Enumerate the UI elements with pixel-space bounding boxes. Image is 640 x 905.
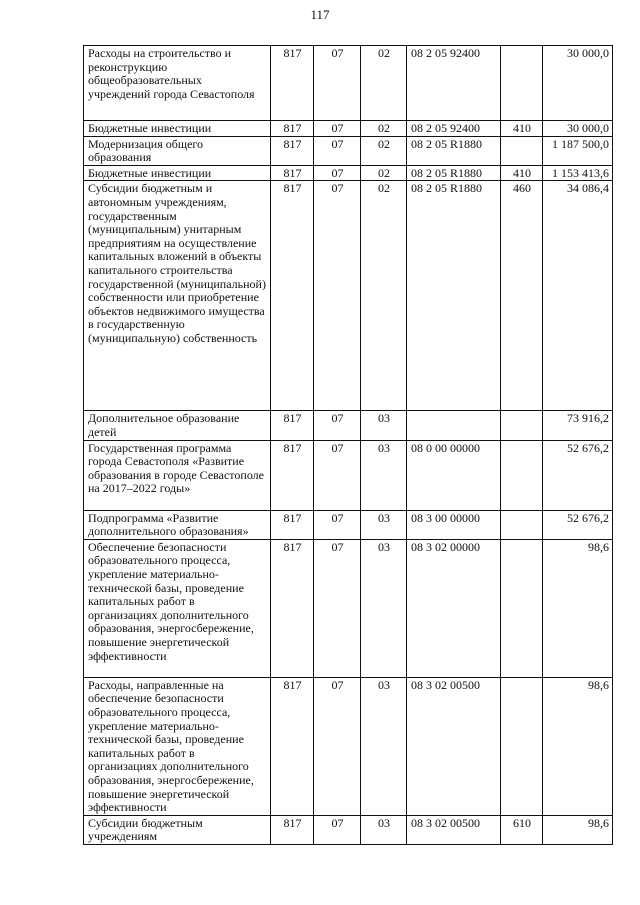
expense-type-code <box>501 46 543 121</box>
section-code: 07 <box>314 136 361 165</box>
section-code: 07 <box>314 440 361 510</box>
item-name: Субсидии бюджетным учреждениям <box>84 815 271 844</box>
subsection-code: 02 <box>361 181 407 411</box>
budget-table <box>83 45 613 845</box>
section-code: 07 <box>314 815 361 844</box>
subsection-code: 03 <box>361 440 407 510</box>
expense-type-code <box>501 510 543 539</box>
amount: 52 676,2 <box>543 510 613 539</box>
subsection-code: 03 <box>361 411 407 440</box>
subsection-code: 03 <box>361 677 407 815</box>
target-article-code: 08 2 05 92400 <box>407 121 501 137</box>
item-name: Обеспечение безопасности образовательного процесса, укрепление материально-технической базы, проведение капитальных работ в организациях дополнительного образования, энергосбережение, повышение энергетической эффективности <box>84 539 271 677</box>
ministry-code: 817 <box>271 411 314 440</box>
item-name: Бюджетные инвестиции <box>84 165 271 181</box>
table-row <box>84 121 613 137</box>
item-name: Расходы на строительство и реконструкцию общеобразовательных учреждений города Севастополя <box>84 46 271 121</box>
page-number: 117 <box>310 7 330 22</box>
section-code: 07 <box>314 165 361 181</box>
expense-type-code: 410 <box>501 121 543 137</box>
table-row <box>84 677 613 815</box>
target-article-code: 08 3 02 00000 <box>407 539 501 677</box>
ministry-code: 817 <box>271 121 314 137</box>
target-article-code: 08 3 02 00500 <box>407 815 501 844</box>
item-name: Дополнительное образование детей <box>84 411 271 440</box>
amount: 73 916,2 <box>543 411 613 440</box>
section-code: 07 <box>314 510 361 539</box>
table-row <box>84 181 613 411</box>
item-name: Бюджетные инвестиции <box>84 121 271 137</box>
subsection-code: 02 <box>361 165 407 181</box>
table-row <box>84 136 613 165</box>
amount: 98,6 <box>543 539 613 677</box>
table-row <box>84 440 613 510</box>
expense-type-code: 410 <box>501 165 543 181</box>
amount: 30 000,0 <box>543 46 613 121</box>
target-article-code: 08 2 05 R1880 <box>407 136 501 165</box>
ministry-code: 817 <box>271 136 314 165</box>
item-name: Государственная программа города Севастополя «Развитие образования в городе Севастополе на 2017–2022 годы» <box>84 440 271 510</box>
expense-type-code: 460 <box>501 181 543 411</box>
table-row <box>84 815 613 844</box>
amount: 98,6 <box>543 677 613 815</box>
section-code: 07 <box>314 181 361 411</box>
section-code: 07 <box>314 411 361 440</box>
section-code: 07 <box>314 677 361 815</box>
subsection-code: 03 <box>361 539 407 677</box>
target-article-code: 08 2 05 R1880 <box>407 165 501 181</box>
ministry-code: 817 <box>271 539 314 677</box>
ministry-code: 817 <box>271 677 314 815</box>
expense-type-code <box>501 136 543 165</box>
subsection-code: 02 <box>361 136 407 165</box>
table-row <box>84 411 613 440</box>
ministry-code: 817 <box>271 510 314 539</box>
amount: 52 676,2 <box>543 440 613 510</box>
table-row <box>84 165 613 181</box>
subsection-code: 02 <box>361 121 407 137</box>
expense-type-code: 610 <box>501 815 543 844</box>
section-code: 07 <box>314 121 361 137</box>
table-row <box>84 510 613 539</box>
section-code: 07 <box>314 539 361 677</box>
item-name: Расходы, направленные на обеспечение безопасности образовательного процесса, укрепление материально-технической базы, проведение капитальных работ в организациях дополнительного образования, энергосбережение, повышение энергетической эффективности <box>84 677 271 815</box>
section-code: 07 <box>314 46 361 121</box>
ministry-code: 817 <box>271 165 314 181</box>
target-article-code: 08 2 05 R1880 <box>407 181 501 411</box>
expense-type-code <box>501 539 543 677</box>
amount: 30 000,0 <box>543 121 613 137</box>
amount: 98,6 <box>543 815 613 844</box>
ministry-code: 817 <box>271 46 314 121</box>
target-article-code: 08 3 02 00500 <box>407 677 501 815</box>
amount: 1 153 413,6 <box>543 165 613 181</box>
subsection-code: 02 <box>361 46 407 121</box>
ministry-code: 817 <box>271 181 314 411</box>
table-row <box>84 46 613 121</box>
target-article-code: 08 2 05 92400 <box>407 46 501 121</box>
expense-type-code <box>501 411 543 440</box>
item-name: Субсидии бюджетным и автономным учреждениям, государственным (муниципальным) унитарным предприятиям на осуществление капитальных вложений в объекты капитального строительства государственной (муниципальной) собственности или приобретение объектов недвижимого имущества в государственную (муниципальную) собственность <box>84 181 271 411</box>
amount: 34 086,4 <box>543 181 613 411</box>
target-article-code <box>407 411 501 440</box>
expense-type-code <box>501 440 543 510</box>
ministry-code: 817 <box>271 440 314 510</box>
amount: 1 187 500,0 <box>543 136 613 165</box>
table-row <box>84 539 613 677</box>
ministry-code: 817 <box>271 815 314 844</box>
target-article-code: 08 0 00 00000 <box>407 440 501 510</box>
subsection-code: 03 <box>361 815 407 844</box>
expense-type-code <box>501 677 543 815</box>
target-article-code: 08 3 00 00000 <box>407 510 501 539</box>
subsection-code: 03 <box>361 510 407 539</box>
item-name: Подпрограмма «Развитие дополнительного образования» <box>84 510 271 539</box>
item-name: Модернизация общего образования <box>84 136 271 165</box>
